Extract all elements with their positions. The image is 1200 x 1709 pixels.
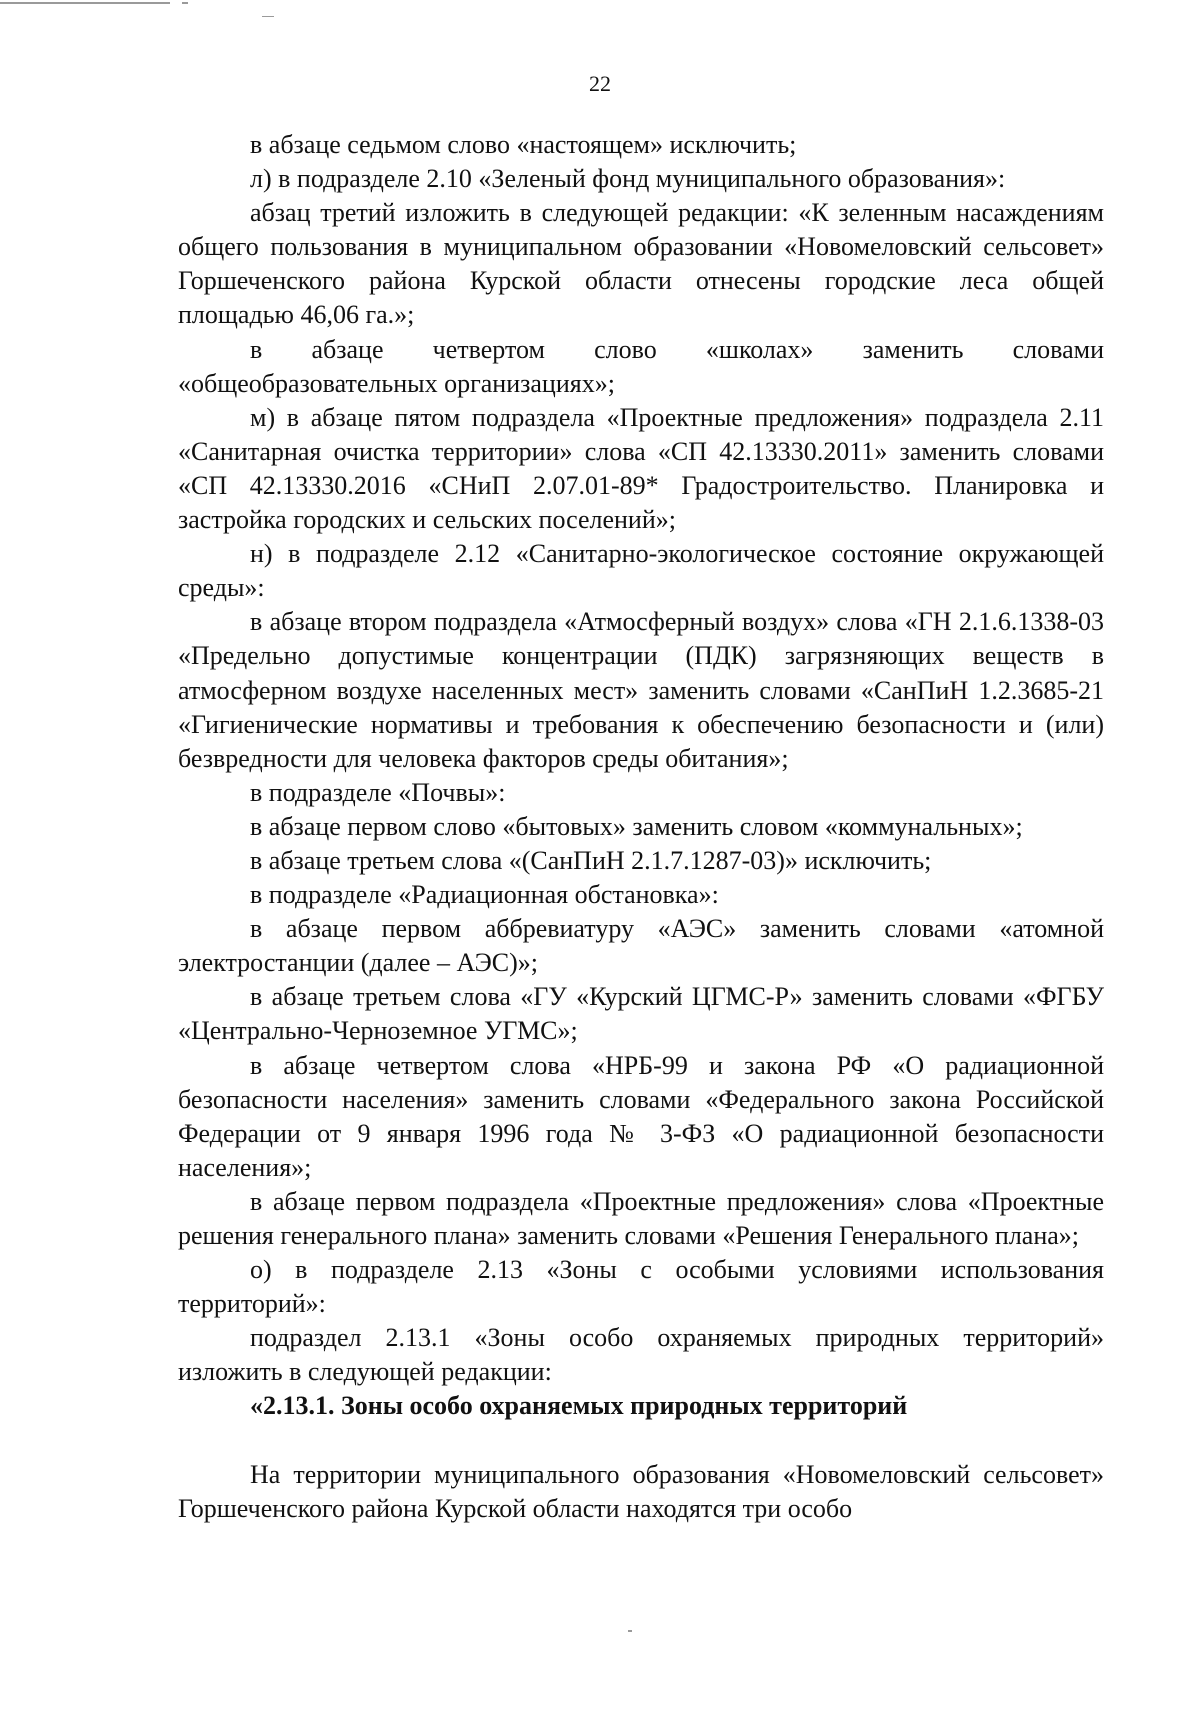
paragraph: в абзаце четвертом слово «школах» заменить словами «общеобразовательных организациях»; — [178, 334, 1104, 398]
scan-artifact — [628, 1630, 632, 1632]
document-body — [178, 128, 1104, 1526]
section-heading: «2.13.1. Зоны особо охраняемых природных территорий — [250, 1391, 908, 1421]
paragraph: в абзаце первом подраздела «Проектные предложения» слова «Проектные решения генерального плана» заменить словами «Решения Генерального плана»; — [178, 1186, 1104, 1250]
paragraph: в абзаце четвертом слова «НРБ-99 и закона РФ «О радиационной безопасности населения» заменить словами «Федерального закона Российской Федерации от 9 января 1996 года № 3-ФЗ «О радиационной безопасности населения»; — [178, 1050, 1104, 1182]
paragraph: в абзаце третьем слова «(СанПиН 2.1.7.1287-03)» исключить; — [250, 845, 932, 875]
paragraph: в подразделе «Почвы»: — [250, 777, 506, 807]
paragraph: в абзаце первом аббревиатуру «АЭС» заменить словами «атомной электростанции (далее – АЭС)»; — [178, 914, 1104, 978]
paragraph: в абзаце первом слово «бытовых» заменить словом «коммунальных»; — [250, 811, 1023, 841]
page-number: 22 — [589, 71, 611, 96]
paragraph: абзац третий изложить в следующей редакции: «К зеленным насаждениям общего пользования в муниципальном образовании «Новомеловский сельсовет» Горшеченского района Курской области отнесены городские леса общей площадью 46,06 га.»; — [178, 198, 1104, 330]
paragraph: н) в подразделе 2.12 «Санитарно-экологическое состояние окружающей среды»: — [178, 539, 1104, 603]
paragraph: На территории муниципального образования «Новомеловский сельсовет» Горшеченского района Курской области находятся три особо — [178, 1459, 1104, 1523]
paragraph: л) в подразделе 2.10 «Зеленый фонд муниципального образования»: — [250, 164, 1006, 194]
scan-artifact — [0, 2, 170, 4]
scan-artifact — [182, 2, 188, 4]
scan-artifact — [262, 16, 274, 17]
paragraph: в подразделе «Радиационная обстановка»: — [250, 880, 719, 910]
paragraph: в абзаце третьем слова «ГУ «Курский ЦГМС-Р» заменить словами «ФГБУ «Центрально-Черноземное УГМС»; — [178, 982, 1104, 1046]
paragraph: в абзаце седьмом слово «настоящем» исключить; — [250, 130, 797, 159]
paragraph: в абзаце втором подраздела «Атмосферный воздух» слова «ГН 2.1.6.1338-03 «Предельно допустимые концентрации (ПДК) загрязняющих веществ в атмосферном воздухе населенных мест» заменить словами «СанПиН 1.2.3685-21 «Гигиенические нормативы и требования к обеспечению безопасности и (или) безвредности для человека факторов среды обитания»; — [178, 607, 1104, 773]
paragraph: о) в подразделе 2.13 «Зоны с особыми условиями использования территорий»: — [178, 1255, 1104, 1319]
paragraph: подраздел 2.13.1 «Зоны особо охраняемых природных территорий» изложить в следующей редакции: — [178, 1323, 1104, 1387]
paragraph: м) в абзаце пятом подраздела «Проектные предложения» подраздела 2.11 «Санитарная очистка территории» слова «СП 42.13330.2011» заменить словами «СП 42.13330.2016 «СНиП 2.07.01-89* Градостроительство. Планировка и застройка городских и сельских поселений»; — [178, 402, 1104, 535]
